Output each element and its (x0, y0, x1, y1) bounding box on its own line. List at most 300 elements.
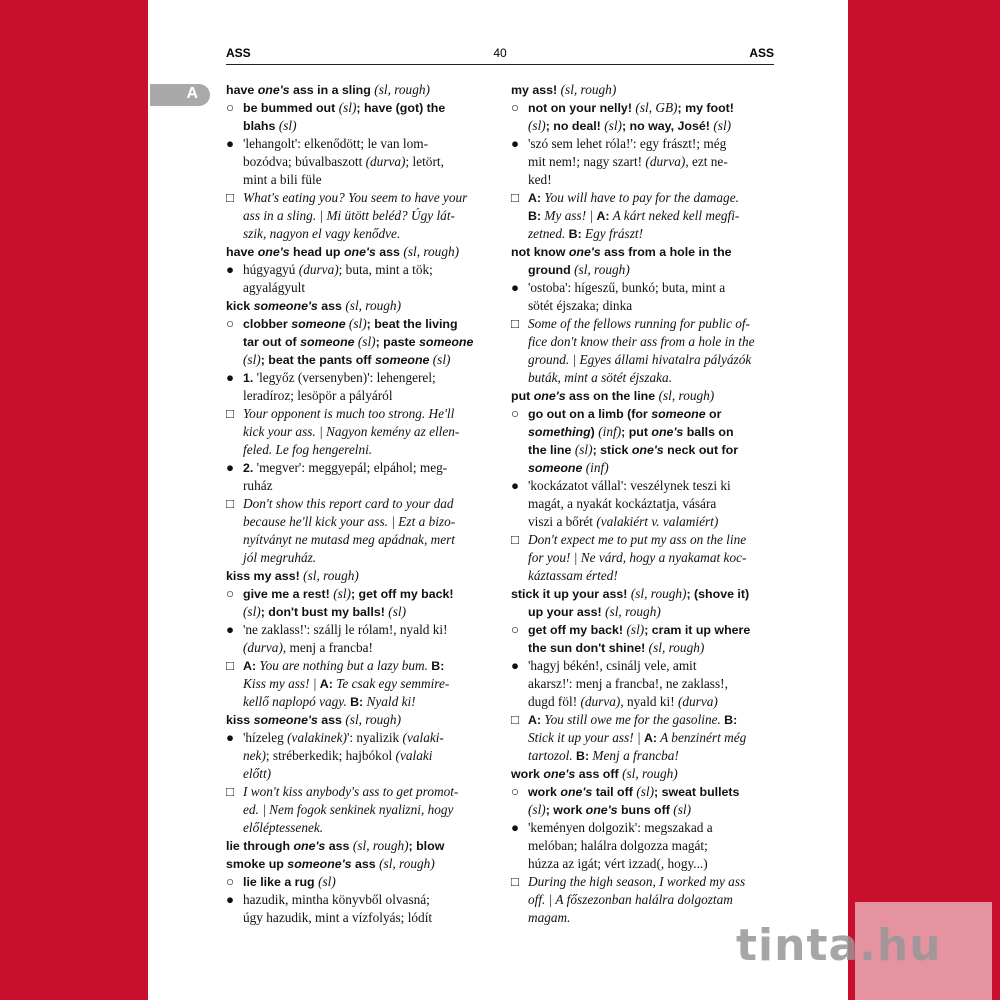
headword-line (226, 243, 490, 261)
text-segment: ; stick (592, 443, 632, 457)
translation-line (226, 135, 490, 153)
translation-line (226, 369, 490, 387)
text-segment: (sl) (636, 784, 655, 799)
text-segment: (sl) (345, 316, 367, 331)
continuation-line (226, 477, 490, 495)
text-segment: buták, mint a sötét éjszaka. (528, 370, 673, 385)
example-line (511, 531, 775, 549)
text-segment: Egy frászt! (581, 226, 644, 241)
text-segment: ground. | Egyes állami hivatalra pályázók (528, 352, 752, 367)
square-bullet-icon: □ (511, 316, 520, 331)
text-segment: (durva) (645, 154, 686, 169)
circle-bullet-icon: ○ (226, 874, 235, 889)
translation-line (511, 135, 775, 153)
continuation-line (226, 351, 490, 369)
text-segment: (durva) (243, 640, 283, 655)
circle-bullet-icon: ○ (226, 316, 235, 331)
text-segment: or (705, 407, 722, 421)
example-line (226, 189, 490, 207)
left-column (226, 81, 490, 927)
continuation-line (511, 207, 775, 225)
text-segment: ; cram it up where (644, 623, 751, 637)
continuation-line (226, 801, 490, 819)
text-segment: (sl) (604, 118, 622, 133)
continuation-line (511, 639, 775, 657)
text-segment: agyalágyult (243, 280, 306, 295)
continuation-line (511, 801, 775, 819)
running-header (226, 44, 774, 65)
text-segment: tartozol. (528, 748, 577, 763)
text-segment: (sl) (318, 874, 336, 889)
text-segment: (valaki (395, 748, 433, 763)
text-segment: húzza az igát; vért izzad(, hogy...) (528, 856, 708, 871)
continuation-line (511, 675, 775, 693)
text-segment: someone's (287, 857, 352, 871)
continuation-line (226, 279, 490, 297)
text-segment: nek) (243, 748, 266, 763)
header-left-guideword: ASS (226, 46, 251, 60)
text-segment: be bummed out (243, 101, 339, 115)
text-segment: (sl) (243, 604, 261, 619)
square-bullet-icon: □ (511, 712, 520, 727)
text-segment: leradíroz; lesöpör a pályáról (243, 388, 393, 403)
example-line (226, 783, 490, 801)
text-segment: someone (651, 407, 706, 421)
text-segment: ; work (545, 803, 586, 817)
text-segment: one's (257, 245, 290, 259)
text-segment: for you! | Ne várd, hogy a nyakamat koc- (528, 550, 747, 565)
text-segment: ass (317, 299, 346, 313)
translation-line (226, 891, 490, 909)
synonym-line (226, 873, 490, 891)
text-segment: ; beat the pants off (260, 353, 376, 367)
text-segment: the line (528, 443, 575, 457)
text-segment: (durva) (365, 154, 406, 169)
text-segment: stick it up your ass! (511, 587, 631, 601)
continuation-line (226, 549, 490, 567)
text-segment: zetned. (528, 226, 569, 241)
text-segment: (sl, rough) (574, 262, 630, 277)
continuation-line (511, 171, 775, 189)
text-segment: (durva) (580, 694, 621, 709)
text-segment: fice don't know their ass from a hole in the (528, 334, 755, 349)
text-segment: one's (257, 83, 290, 97)
example-line (511, 873, 775, 891)
continuation-line (511, 549, 775, 567)
text-segment: Nyald ki! (363, 694, 416, 709)
text-segment: get off my back! (528, 623, 627, 637)
translation-line (511, 657, 775, 675)
text-segment: A: (528, 713, 542, 727)
dot-bullet-icon: ● (226, 460, 235, 475)
continuation-line (511, 261, 775, 279)
text-segment: the sun don't shine! (528, 641, 649, 655)
text-segment: (sl, rough) (303, 568, 359, 583)
headword-line (511, 243, 775, 261)
dot-bullet-icon: ● (511, 658, 520, 673)
text-segment: ass in a sling. | Mi ütött beléd? Úgy lát- (243, 208, 455, 223)
dot-bullet-icon: ● (226, 622, 235, 637)
example-line (511, 189, 775, 207)
text-segment: balls on (683, 425, 734, 439)
translation-line (511, 279, 775, 297)
text-segment: (sl, rough) (352, 838, 409, 853)
text-segment: A benzinért még (657, 730, 747, 745)
text-segment: one's (533, 389, 566, 403)
text-segment: (sl) (626, 622, 645, 637)
text-segment: (sl) (388, 604, 407, 619)
continuation-line (511, 423, 775, 441)
continuation-line (226, 765, 490, 783)
dot-bullet-icon: ● (226, 136, 235, 151)
text-segment: one's (568, 245, 601, 259)
text-segment: ; no deal! (545, 119, 605, 133)
dot-bullet-icon: ● (511, 478, 520, 493)
text-segment: someone (300, 335, 355, 349)
example-line (226, 657, 490, 675)
continuation-line (511, 603, 775, 621)
continuation-line (511, 117, 775, 135)
text-segment: my ass! (511, 83, 561, 97)
text-segment: put (511, 389, 534, 403)
text-segment: (valaki- (402, 730, 444, 745)
continuation-line (511, 891, 775, 909)
text-segment: (sl) (338, 100, 357, 115)
text-segment: I won't kiss anybody's ass to get promot- (243, 784, 459, 799)
text-segment: someone (419, 335, 474, 349)
text-segment: ; paste (375, 335, 419, 349)
translation-line (226, 621, 490, 639)
text-segment: melóban; halálra dolgozza magát; (528, 838, 708, 853)
continuation-line (511, 369, 775, 387)
continuation-line (226, 909, 490, 927)
text-segment: 'legyőz (versenyben)': lehengerel; (253, 370, 436, 385)
headword-line (511, 81, 775, 99)
text-segment: viszi a bőrét (528, 514, 597, 529)
letter-tab-label: A (186, 85, 198, 102)
square-bullet-icon: □ (226, 406, 235, 421)
headword-line (226, 567, 490, 585)
text-segment: előléptessenek. (243, 820, 324, 835)
text-segment: (sl) (354, 334, 376, 349)
synonym-line (226, 315, 490, 333)
text-segment: A: (643, 731, 658, 745)
continuation-line (511, 351, 775, 369)
example-line (226, 405, 490, 423)
continuation-line (226, 153, 490, 171)
text-segment: someone (291, 317, 346, 331)
text-segment: A kárt neked kell megfi- (609, 208, 740, 223)
text-segment: ; letört, (405, 154, 444, 169)
continuation-line (511, 441, 775, 459)
square-bullet-icon: □ (226, 190, 235, 205)
text-segment: (inf) (598, 424, 622, 439)
text-segment: one's (343, 245, 376, 259)
dot-bullet-icon: ● (226, 730, 235, 745)
square-bullet-icon: □ (511, 532, 520, 547)
text-segment: buns off (617, 803, 674, 817)
continuation-line (226, 225, 490, 243)
continuation-line (511, 495, 775, 513)
text-segment: 'ostoba': hígeszű, bunkó; buta, mint a (528, 280, 726, 295)
text-segment: sötét éjszaka; dinka (528, 298, 633, 313)
text-segment: work (528, 785, 561, 799)
text-segment: Some of the fellows running for public of- (528, 316, 750, 331)
dot-bullet-icon: ● (226, 262, 235, 277)
text-segment: ass (325, 839, 353, 853)
text-segment: (durva) (298, 262, 339, 277)
right-column (511, 81, 775, 927)
text-segment: magam. (528, 910, 571, 925)
continuation-line (511, 567, 775, 585)
text-segment: mint a bili füle (243, 172, 322, 187)
text-segment: ed. | Nem fogok senkinek nyalizni, hogy (243, 802, 454, 817)
header-right-guideword: ASS (749, 46, 774, 60)
text-segment: lie like a rug (243, 875, 319, 889)
translation-line (226, 729, 490, 747)
continuation-line (511, 297, 775, 315)
text-segment: (sl, rough) (630, 586, 687, 601)
text-segment: (sl, rough) (648, 640, 705, 655)
text-segment: work (511, 767, 544, 781)
continuation-line (226, 819, 490, 837)
text-segment: ass (317, 713, 346, 727)
text-segment: ass off (575, 767, 623, 781)
text-segment: 'lehangolt': elkenődött; le van lom- (243, 136, 428, 151)
square-bullet-icon: □ (511, 874, 520, 889)
continuation-line (226, 639, 490, 657)
headword-line (226, 711, 490, 729)
text-segment: ass (375, 245, 404, 259)
continuation-line (226, 441, 490, 459)
text-segment: jól megruház. (243, 550, 317, 565)
text-segment: one's (560, 785, 593, 799)
circle-bullet-icon: ○ (226, 586, 235, 601)
continuation-line (226, 747, 490, 765)
text-segment: have (226, 83, 258, 97)
continuation-line (511, 693, 775, 711)
continuation-line (226, 387, 490, 405)
headword-line (511, 387, 775, 405)
text-segment: B: (528, 209, 542, 223)
text-segment: ; my foot! (677, 101, 734, 115)
continuation-line (226, 423, 490, 441)
text-segment: someone (375, 353, 430, 367)
dot-bullet-icon: ● (511, 820, 520, 835)
text-segment: , ezt ne- (685, 154, 728, 169)
text-segment: (sl, rough) (345, 298, 402, 313)
dot-bullet-icon: ● (226, 892, 235, 907)
text-segment: dugd föl! (528, 694, 581, 709)
continuation-line (511, 837, 775, 855)
translation-line (226, 459, 490, 477)
text-segment: (sl, rough) (622, 766, 678, 781)
continuation-line (511, 855, 775, 873)
text-segment: (sl, GB) (635, 100, 678, 115)
circle-bullet-icon: ○ (511, 406, 520, 421)
text-segment: (sl) (713, 118, 732, 133)
text-segment: someone (528, 461, 583, 475)
continuation-line (226, 603, 490, 621)
continuation-line (226, 531, 490, 549)
text-segment: kellő naplopó vagy. (243, 694, 351, 709)
headword-line (226, 837, 490, 855)
dot-bullet-icon: ● (226, 370, 235, 385)
text-segment: úgy hazudik, mint a vízfolyás; lódít (243, 910, 433, 925)
translation-line (226, 261, 490, 279)
text-segment: (valakiért v. valamiért) (596, 514, 719, 529)
synonym-line (511, 783, 775, 801)
text-segment: ': nyalizik (346, 730, 403, 745)
headword-line (226, 297, 490, 315)
text-segment: (sl) (528, 802, 546, 817)
text-segment: (sl, rough) (374, 82, 430, 97)
text-segment: blahs (243, 119, 279, 133)
text-segment: ; don't bust my balls! (260, 605, 389, 619)
text-segment: 'kockázatot vállal': veszélynek teszi ki (528, 478, 731, 493)
text-segment: one's (651, 425, 684, 439)
text-segment: (sl) (673, 802, 692, 817)
continuation-line (511, 513, 775, 531)
circle-bullet-icon: ○ (511, 784, 520, 799)
continuation-line (511, 747, 775, 765)
text-segment: go out on a limb (for (528, 407, 652, 421)
text-segment: ; sweat bullets (654, 785, 740, 799)
continuation-line (511, 225, 775, 243)
continuation-line (226, 207, 490, 225)
continuation-line (226, 117, 490, 135)
text-segment: Stick it up your ass! | (528, 730, 644, 745)
text-segment: ked! (528, 172, 552, 187)
continuation-line (511, 459, 775, 477)
continuation-line (511, 729, 775, 747)
text-segment: You will have to pay for the damage. (541, 190, 739, 205)
dot-bullet-icon: ● (511, 280, 520, 295)
text-segment: nyítványt ne mutasd meg apádnak, mert (243, 532, 455, 547)
text-segment: Te csak egy semmire- (332, 676, 450, 691)
square-bullet-icon: □ (226, 658, 235, 673)
text-segment: not know (511, 245, 569, 259)
text-segment: (sl) (574, 442, 593, 457)
square-bullet-icon: □ (511, 190, 520, 205)
text-segment: B: (724, 713, 738, 727)
text-segment: one's (631, 443, 664, 457)
text-segment: head up (289, 245, 344, 259)
text-segment: (sl, rough) (403, 244, 460, 259)
text-segment: , nyald ki! (620, 694, 678, 709)
text-segment: ass in a sling (289, 83, 375, 97)
text-segment: A: (528, 191, 542, 205)
text-segment: smoke up (226, 857, 288, 871)
text-segment: ass on the line (565, 389, 659, 403)
text-segment: ; (shove it) (686, 587, 750, 601)
text-segment: Kiss my ass! | (243, 676, 320, 691)
text-segment: 2. (243, 461, 254, 475)
text-segment: B: (576, 749, 590, 763)
text-segment: 'megver': meggyepál; elpáhol; meg- (253, 460, 448, 475)
text-segment: You are nothing but a lazy bum. (256, 658, 432, 673)
text-segment: 'ne zaklass!': szállj le rólam!, nyald ki! (243, 622, 448, 637)
text-segment: have (226, 245, 258, 259)
text-segment: (sl) (528, 118, 546, 133)
text-segment: give me a rest! (243, 587, 334, 601)
example-line (511, 315, 775, 333)
text-segment: You still owe me for the gasoline. (541, 712, 725, 727)
circle-bullet-icon: ○ (511, 622, 520, 637)
text-segment: ; buta, mint a tök; (338, 262, 433, 277)
square-bullet-icon: □ (226, 784, 235, 799)
text-segment: During the high season, I worked my ass (528, 874, 746, 889)
text-segment: B: (431, 659, 445, 673)
text-segment: A: (319, 677, 333, 691)
text-segment: A: (596, 209, 610, 223)
text-segment: előtt) (243, 766, 272, 781)
text-segment: because he'll kick your ass. | Ezt a bizo- (243, 514, 456, 529)
text-segment: (sl, rough) (605, 604, 661, 619)
text-segment: (sl) (429, 352, 451, 367)
continuation-line (226, 693, 490, 711)
text-segment: (sl, rough) (658, 388, 715, 403)
text-segment: kick your ass. | Nagyon kemény az ellen- (243, 424, 460, 439)
translation-line (511, 477, 775, 495)
text-segment: szik, nagyon el vagy kenődve. (243, 226, 401, 241)
synonym-line (226, 585, 490, 603)
text-segment: akarsz!': menj a francba!, ne zaklass!, (528, 676, 728, 691)
text-segment: ; blow (408, 839, 445, 853)
continuation-line (226, 333, 490, 351)
continuation-line (511, 333, 775, 351)
text-segment: 'keményen dolgozik': megszakad a (528, 820, 713, 835)
example-line (226, 495, 490, 513)
text-segment: one's (543, 767, 576, 781)
letter-thumb-tab (150, 84, 210, 106)
text-segment: clobber (243, 317, 292, 331)
text-segment: (sl) (243, 352, 261, 367)
text-segment: something (528, 425, 591, 439)
text-segment: My ass! | (541, 208, 597, 223)
continuation-line (226, 675, 490, 693)
text-segment: ; put (621, 425, 652, 439)
translation-line (511, 819, 775, 837)
text-segment: Don't show this report card to your dad (243, 496, 454, 511)
text-segment: ; beat the living (366, 317, 458, 331)
text-segment: , menj a francba! (282, 640, 373, 655)
text-segment: not on your nelly! (528, 101, 636, 115)
text-segment: ; stréberkedik; hajbókol (265, 748, 396, 763)
text-segment: 1. (243, 371, 254, 385)
text-segment: B: (350, 695, 364, 709)
text-segment: tar out of (243, 335, 301, 349)
text-segment: bozódva; búvalbaszott (243, 154, 366, 169)
headword-line (226, 81, 490, 99)
circle-bullet-icon: ○ (226, 100, 235, 115)
text-segment: (sl, rough) (345, 712, 402, 727)
text-segment: ; have (got) the (356, 101, 446, 115)
text-segment: someone's (253, 299, 318, 313)
text-segment: 'hízeleg (243, 730, 288, 745)
text-segment: (sl) (333, 586, 351, 601)
continuation-line (226, 171, 490, 189)
text-segment: ruház (243, 478, 273, 493)
circle-bullet-icon: ○ (511, 100, 520, 115)
text-segment: Your opponent is much too strong. He'll (243, 406, 455, 421)
text-segment: hazudik, mintha könyvből olvasná; (243, 892, 430, 907)
text-segment: (sl, rough) (379, 856, 435, 871)
example-line (511, 711, 775, 729)
text-segment: ground (528, 263, 575, 277)
text-segment: kiss my ass! (226, 569, 304, 583)
text-segment: off. | A főszezonban halálra dolgoztam (528, 892, 733, 907)
